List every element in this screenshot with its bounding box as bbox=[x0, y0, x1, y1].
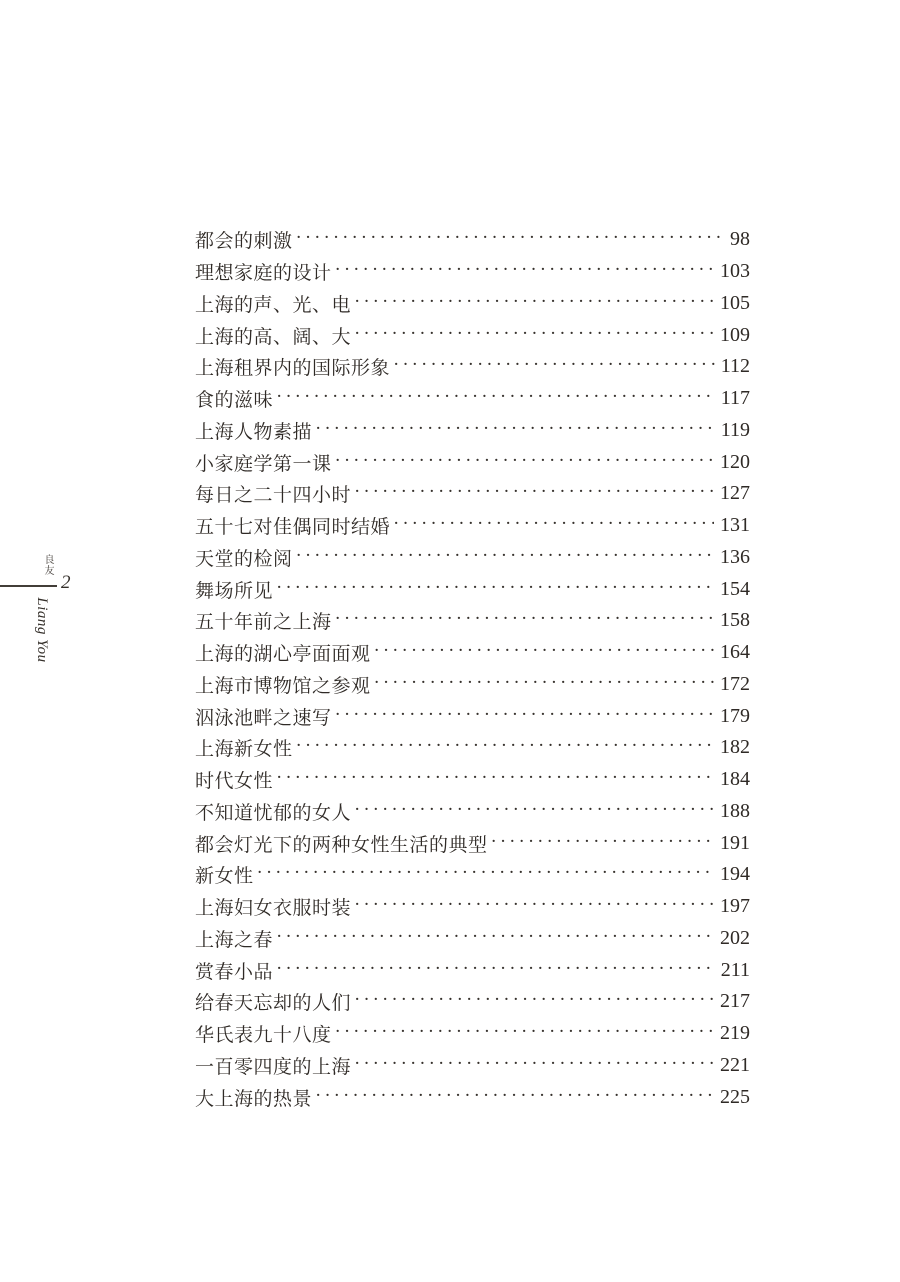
toc-entry-page-number: 221 bbox=[720, 1053, 750, 1076]
toc-leader-dots bbox=[374, 673, 714, 692]
toc-entry-title: 上海妇女衣服时装 bbox=[195, 898, 352, 920]
toc-entry-title: 大上海的热景 bbox=[195, 1088, 313, 1110]
toc-entry bbox=[195, 224, 750, 256]
toc-leader-dots bbox=[315, 1086, 714, 1105]
toc-entry-page-number: 136 bbox=[720, 545, 750, 568]
toc-leader-dots bbox=[296, 228, 724, 247]
toc-entry bbox=[195, 288, 750, 320]
toc-entry bbox=[195, 351, 750, 383]
toc-entry-page-number: 191 bbox=[720, 831, 750, 854]
toc-entry bbox=[195, 637, 750, 669]
toc-entry bbox=[195, 319, 750, 351]
toc-entry-title: 食的滋味 bbox=[195, 390, 274, 412]
toc-entry bbox=[195, 542, 750, 574]
toc-leader-dots bbox=[374, 641, 714, 660]
toc-leader-dots bbox=[315, 419, 715, 438]
toc-leader-dots bbox=[354, 482, 714, 501]
toc-entry-title: 上海的声、光、电 bbox=[195, 294, 352, 316]
toc-entry-title: 都会的刺激 bbox=[195, 231, 293, 253]
toc-entry-page-number: 219 bbox=[720, 1022, 750, 1045]
toc-entry-page-number: 184 bbox=[720, 768, 750, 791]
toc-entry-page-number: 217 bbox=[720, 990, 750, 1013]
toc-entry bbox=[195, 986, 750, 1018]
toc-list bbox=[195, 224, 750, 1113]
toc-entry-page-number: 164 bbox=[720, 641, 750, 664]
toc-entry-title: 上海之春 bbox=[195, 929, 274, 951]
toc-leader-dots bbox=[276, 959, 715, 978]
toc-leader-dots bbox=[354, 292, 714, 311]
toc-entry-title: 小家庭学第一课 bbox=[195, 453, 332, 475]
toc-entry bbox=[195, 1081, 750, 1113]
toc-leader-dots bbox=[276, 768, 714, 787]
spine-label-cn: 良友 bbox=[42, 554, 53, 576]
toc-entry bbox=[195, 478, 750, 510]
toc-leader-dots bbox=[276, 927, 714, 946]
toc-entry-title: 一百零四度的上海 bbox=[195, 1056, 352, 1078]
toc-entry bbox=[195, 891, 750, 923]
toc-entry bbox=[195, 796, 750, 828]
toc-leader-dots bbox=[393, 514, 714, 533]
toc-leader-dots bbox=[335, 260, 714, 279]
toc-leader-dots bbox=[335, 609, 714, 628]
toc-entry-page-number: 158 bbox=[720, 609, 750, 632]
toc-entry-title: 五十七对佳偶同时结婚 bbox=[195, 517, 391, 539]
toc-leader-dots bbox=[393, 355, 715, 374]
toc-entry bbox=[195, 256, 750, 288]
toc-entry bbox=[195, 732, 750, 764]
toc-entry-title: 泅泳池畔之速写 bbox=[195, 707, 332, 729]
toc-entry bbox=[195, 700, 750, 732]
toc-entry-title: 上海的湖心亭面面观 bbox=[195, 644, 371, 666]
toc-entry-title: 理想家庭的设计 bbox=[195, 263, 332, 285]
toc-entry-page-number: 131 bbox=[720, 514, 750, 537]
toc-entry-page-number: 98 bbox=[730, 228, 750, 251]
toc-entry bbox=[195, 446, 750, 478]
toc-entry-page-number: 109 bbox=[720, 323, 750, 346]
toc-entry-page-number: 179 bbox=[720, 704, 750, 727]
toc-entry bbox=[195, 827, 750, 859]
toc-entry-title: 上海新女性 bbox=[195, 739, 293, 761]
toc-entry-title: 赏春小品 bbox=[195, 961, 274, 983]
toc-entry bbox=[195, 415, 750, 447]
toc-leader-dots bbox=[354, 895, 714, 914]
toc-entry-page-number: 117 bbox=[720, 387, 750, 410]
spine-divider-line bbox=[0, 585, 57, 587]
toc-entry-title: 都会灯光下的两种女性生活的典型 bbox=[195, 834, 488, 856]
toc-entry-title: 华氏表九十八度 bbox=[195, 1025, 332, 1047]
toc-leader-dots bbox=[276, 387, 715, 406]
toc-entry-title: 五十年前之上海 bbox=[195, 612, 332, 634]
toc-entry bbox=[195, 764, 750, 796]
toc-leader-dots bbox=[354, 800, 714, 819]
toc-entry bbox=[195, 573, 750, 605]
toc-entry-title: 天堂的检阅 bbox=[195, 548, 293, 570]
toc-entry-page-number: 103 bbox=[720, 260, 750, 283]
toc-entry-title: 上海的高、阔、大 bbox=[195, 326, 352, 348]
toc-leader-dots bbox=[296, 736, 714, 755]
toc-entry-title: 上海市博物馆之参观 bbox=[195, 675, 371, 697]
toc-leader-dots bbox=[257, 863, 714, 882]
toc-entry bbox=[195, 859, 750, 891]
toc-leader-dots bbox=[354, 990, 714, 1009]
toc-entry-page-number: 105 bbox=[720, 291, 750, 314]
toc-entry-page-number: 188 bbox=[720, 799, 750, 822]
toc-entry-page-number: 154 bbox=[720, 577, 750, 600]
toc-entry-page-number: 119 bbox=[720, 418, 750, 441]
toc-leader-dots bbox=[276, 578, 714, 597]
toc-entry-title: 上海租界内的国际形象 bbox=[195, 358, 391, 380]
toc-leader-dots bbox=[491, 832, 714, 851]
toc-leader-dots bbox=[354, 324, 714, 343]
toc-entry bbox=[195, 383, 750, 415]
spine-label-en: Liang You bbox=[34, 597, 50, 663]
spine-page-number: 2 bbox=[61, 572, 71, 593]
toc-entry-page-number: 202 bbox=[720, 926, 750, 949]
toc-entry bbox=[195, 954, 750, 986]
toc-entry-title: 时代女性 bbox=[195, 771, 274, 793]
toc-entry bbox=[195, 605, 750, 637]
toc-entry-page-number: 197 bbox=[720, 895, 750, 918]
toc-entry-title: 新女性 bbox=[195, 866, 254, 888]
toc-entry bbox=[195, 669, 750, 701]
toc-entry-title: 给春天忘却的人们 bbox=[195, 993, 352, 1015]
toc-leader-dots bbox=[335, 1022, 714, 1041]
toc-entry bbox=[195, 1050, 750, 1082]
toc-entry-page-number: 112 bbox=[720, 355, 750, 378]
toc-entry bbox=[195, 1018, 750, 1050]
toc-entry-page-number: 225 bbox=[720, 1085, 750, 1108]
toc-entry-page-number: 172 bbox=[720, 672, 750, 695]
toc-entry-title: 每日之二十四小时 bbox=[195, 485, 352, 507]
toc-entry-page-number: 120 bbox=[720, 450, 750, 473]
toc-entry-title: 舞场所见 bbox=[195, 580, 274, 602]
toc-entry-page-number: 182 bbox=[720, 736, 750, 759]
toc-leader-dots bbox=[296, 546, 714, 565]
toc-leader-dots bbox=[335, 705, 714, 724]
toc-entry bbox=[195, 510, 750, 542]
toc-entry-title: 不知道忧郁的女人 bbox=[195, 802, 352, 824]
toc-leader-dots bbox=[354, 1054, 714, 1073]
toc-entry bbox=[195, 923, 750, 955]
toc-leader-dots bbox=[335, 451, 714, 470]
toc-entry-page-number: 194 bbox=[720, 863, 750, 886]
toc-entry-page-number: 127 bbox=[720, 482, 750, 505]
toc-entry-page-number: 211 bbox=[720, 958, 750, 981]
toc-entry-title: 上海人物素描 bbox=[195, 421, 313, 443]
